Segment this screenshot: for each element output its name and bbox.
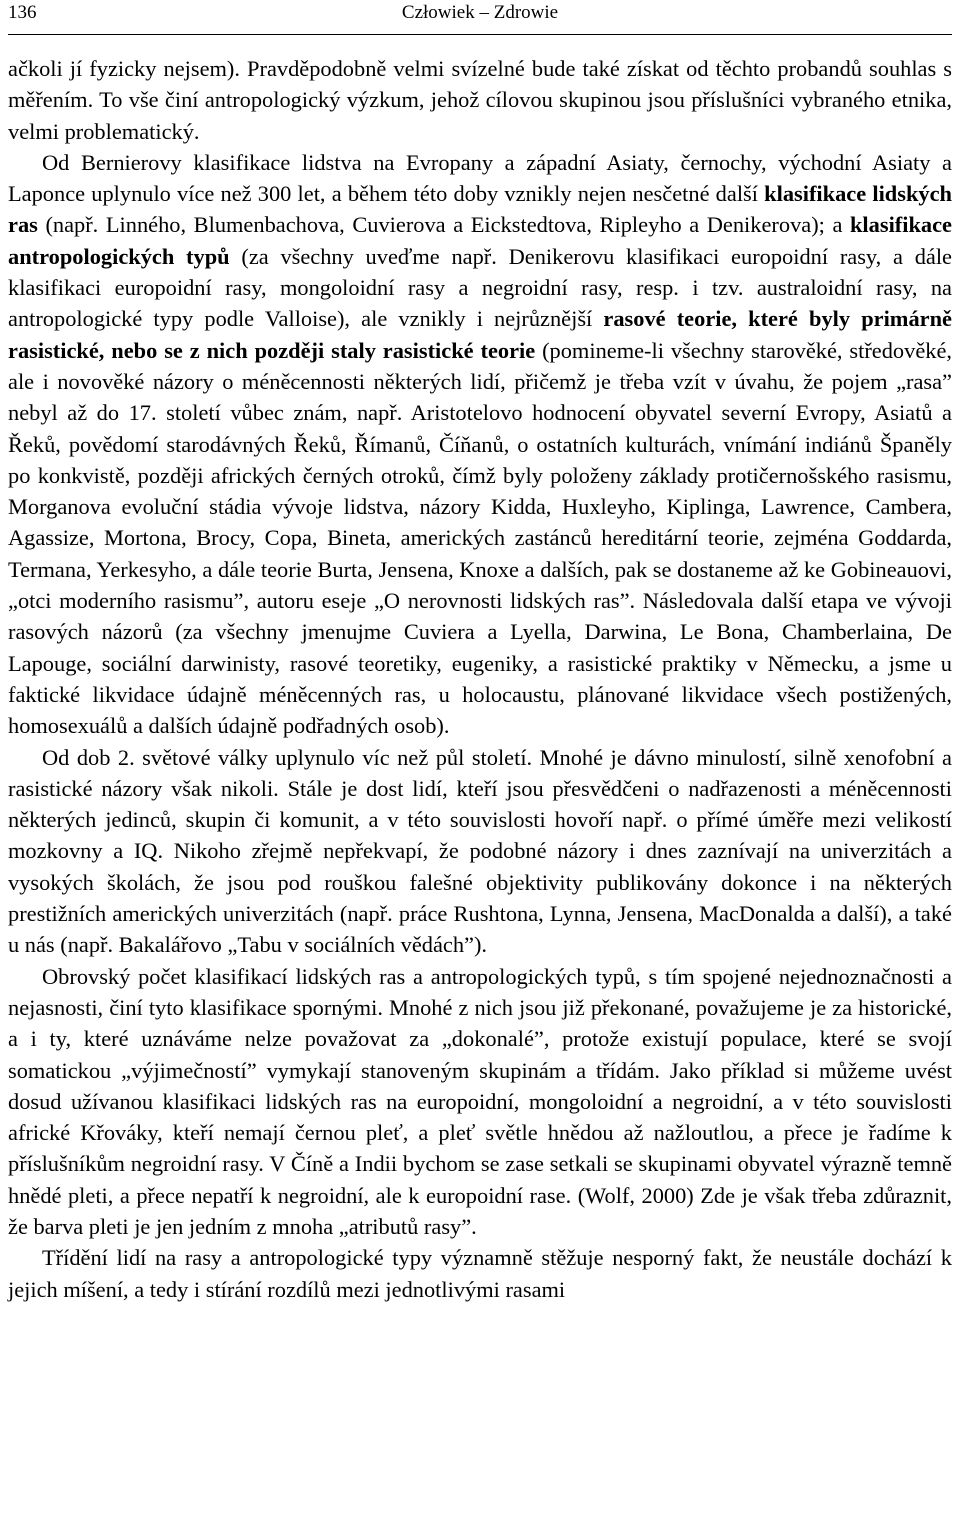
running-title: Człowiek – Zdrowie	[401, 2, 559, 23]
paragraph-1	[8, 53, 952, 147]
body-text	[8, 53, 952, 1305]
paragraph-4	[8, 961, 952, 1243]
text-segment: Třídění lidí na rasy a antropologické typy významně stěžuje nesporný fakt, že neustále dochází k jejich míšení, a tedy i stírání rozdílů mezi jednotlivými rasami	[8, 1245, 952, 1302]
bold-term: rasové teorie, které byly primárně rasistické, nebo se z nich později staly rasistické teorie	[8, 306, 952, 363]
paragraph-2	[8, 147, 952, 742]
page-header	[8, 0, 952, 35]
text-segment: ačkoli jí fyzicky nejsem). Pravděpodobně velmi svízelné bude také získat od těchto probandů souhlas s měřením. To vše činí antropologický výzkum, jehož cílovou skupinou jsou příslušníci vybraného etnika, velmi problematický.	[8, 56, 952, 144]
text-segment: Obrovský počet klasifikací lidských ras a antropologických typů, s tím spojené nejednoznačnosti a nejasnosti, činí tyto klasifikace spornými. Mnohé z nich jsou již překonané, považujeme je za historické, a i ty, které uznáváme nelze považovat za „dokonalé”, protože existují populace, které se svojí somatickou „výjimečností” vymykají stanoveným skupinám a třídám. Jako příklad si můžeme uvést dosud užívanou klasifikaci lidských ras na europoidní, mongoloidní a negroidní, a v této souvislosti africké Křováky, kteří nemají černou pleť, a pleť světle hnědou až nažloutlou, a přece je řadíme k příslušníkům negroidní rasy. V Číně a Indii bychom se zase setkali se skupinami obyvatel výrazně temně hnědé pleti, a přece nepatří k negroidní, ale k europoidní rase. (Wolf, 2000) Zde je však třeba zdůraznit, že barva pleti je jen jedním z mnoha „atributů rasy”.	[8, 963, 952, 1239]
text-segment: (za všechny uveďme např. Denikerovu klasifikaci europoidní rasy, a dále klasifikaci europoidní rasy, mongoloidní rasy a negroidní rasy, resp. i tzv. australoidní rasy, na antropologické typy podle Valloise), ale vznikly i nejrůznější	[8, 243, 952, 332]
text-segment: (např. Linného, Blumenbachova, Cuvierova a Eickstedtova, Ripleyho a Denikerova); a	[37, 212, 850, 238]
bold-term: klasifikace antropologických typů	[8, 212, 952, 269]
paragraph-5	[8, 1242, 952, 1305]
text-segment: Od Bernierovy klasifikace lidstva na Evropany a západní Asiaty, černochy, východní Asiaty a Laponce uplynulo více než 300 let, a během této doby vznikly nejen nesčetné další	[8, 149, 952, 207]
paragraph-3	[8, 742, 952, 961]
text-segment: Od dob 2. světové války uplynulo víc než půl století. Mnohé je dávno minulostí, silně xenofobní a rasistické názory však nikoli. Stále je dost lidí, kteří jsou přesvědčeni o nadřazenosti a méněcennosti některých jedinců, skupin či komunit, a v této souvislosti hovoří např. o přímé úměře mezi velikostí mozkovny a IQ. Nikoho zřejmě nepřekvapí, že podobné názory i dnes zaznívají na univerzitách a vysokých školách, že jsou pod rouškou falešné objektivity publikovány dokonce i na některých prestižních amerických univerzitách (např. práce Rushtona, Lynna, Jensena, MacDonalda a další), a také u nás (např. Bakalářovo „Tabu v sociálních vědách”).	[8, 744, 952, 958]
text-segment: (pomineme-li všechny starověké, středověké, ale i novověké názory o méněcennosti některých lidí, přičemž je třeba vzít v úvahu, že pojem „rasa” nebyl až do 17. století vůbec znám, např. Aristotelovo hodnocení obyvatel severní Evropy, Asiatů a Řeků, povědomí starodávných Řeků, Římanů, Číňanů, o ostatních kulturách, vnímání indiánů Španěly po konkvistě, později afrických černých otroků, čímž byly položeny základy protičernošského rasismu, Morganova evoluční stádia vývoje lidstva, názory Kidda, Huxleyho, Kiplinga, Lawrence, Cambera, Agassize, Mortona, Brocy, Copa, Bineta, amerických zastánců hereditární teorie, zejména Goddarda, Termana, Yerkesyho, a dále teorie Burta, Jensena, Knoxe a dalších, pak se dostaneme až ke Gobineauovi, „otci moderního rasismu”, autoru eseje „O nerovnosti lidských ras”. Následovala další etapa ve vývoji rasových názorů (za všechny jmenujme Cuviera a Lyella, Darwina, Le Bona, Chamberlaina, De Lapouge, sociální darwinisty, rasové teoretiky, eugeniky, a rasistické praktiky v Německu, a jsme u faktické likvidace údajně méněcenných ras, u holocaustu, plánované likvidace všech postižených, homosexuálů a dalších údajně podřadných osob).	[8, 337, 952, 739]
page-number: 136	[8, 2, 37, 23]
bold-term: klasifikace lidských ras	[8, 181, 953, 238]
